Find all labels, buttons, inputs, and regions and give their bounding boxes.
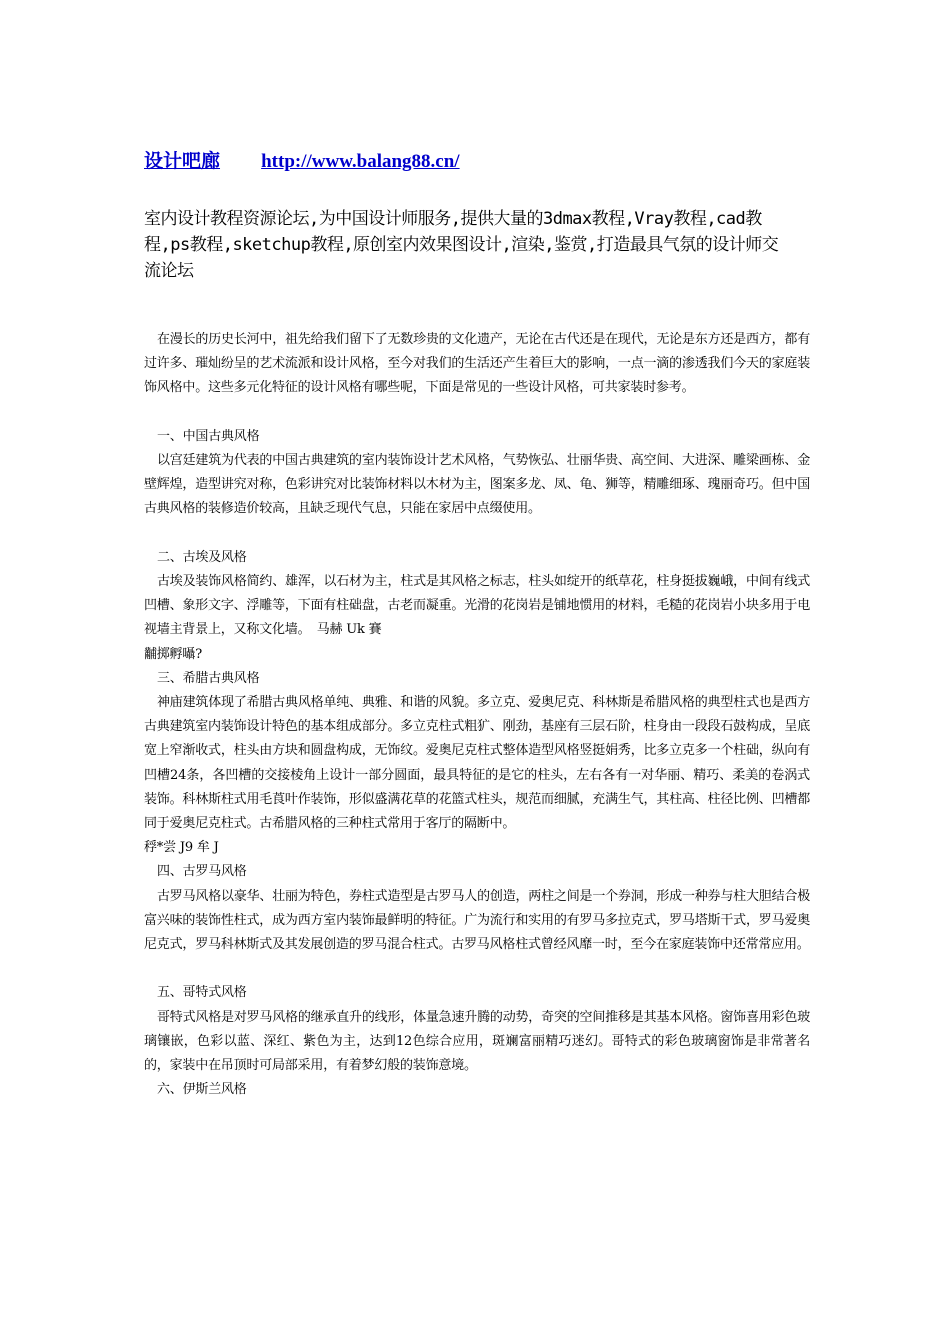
section-heading-4: 四、古罗马风格 bbox=[157, 864, 247, 880]
intro-paragraph: 室内设计教程资源论坛,为中国设计师服务,提供大量的3dmax教程,Vray教程,cad教程,ps教程,sketchup教程,原创室内效果图设计,渲染,鉴赏,打造最具气氛的设计师交流论坛 bbox=[144, 209, 779, 281]
section-body-4: 古罗马风格以豪华、壮丽为特色，券柱式造型是古罗马人的创造，两柱之间是一个券洞，形成一种券与柱大胆结合极富兴味的装饰性柱式，成为西方室内装饰最鲜明的特征。广为流行和实用的有罗马多拉克式，罗马塔斯干式，罗马爱奥尼克式，罗马科林斯式及其发展创造的罗马混合柱式。古罗马风格柱式曾经风靡一时，至今在家庭装饰中还常常应用。 bbox=[144, 888, 810, 953]
section-body-1: 以宫廷建筑为代表的中国古典建筑的室内装饰设计艺术风格，气势恢弘、壮丽华贵、高空间、大进深、雕梁画栋、金壁辉煌，造型讲究对称，色彩讲究对比装饰材料以木材为主，图案多龙、凤、龟、狮等，精雕细琢、瑰丽奇巧。但中国古典风格的装修造价较高，且缺乏现代气息，只能在家居中点缀使用。 bbox=[144, 453, 810, 517]
section-heading-5: 五、哥特式风格 bbox=[157, 985, 247, 1001]
section-body-3: 神庙建筑体现了希腊古典风格单纯、典雅、和谐的风貌。多立克、爱奥尼克、科林斯是希腊风格的典型柱式也是西方古典建筑室内装饰设计特色的基本组成部分。多立克柱式粗犷、刚劲，基座有三层石阶，柱身由一段段石鼓构成，呈底宽上窄渐收式，柱头由方块和圆盘构成，无饰纹。爱奥尼克柱式整体造型风格竖挺娟秀，比多立克多一个柱础，纵向有凹槽24条，各凹槽的交接棱角上设计一部分圆面，最具特征的是它的柱头，左右各有一对华丽、精巧、柔美的卷涡式装饰。科林斯柱式用毛莨叶作装饰，形似盛满花草的花篮式柱头，规范而细腻，充满生气，其柱高、柱径比例、凹槽都同于爱奥尼克柱式。古希腊风格的三种柱式常用于客厅的隔断中。 bbox=[144, 695, 810, 832]
section-heading-2: 二、古埃及风格 bbox=[157, 549, 247, 565]
section-body-2: 古埃及装饰风格简约、雄浑，以石材为主，柱式是其风格之标志，柱头如绽开的纸草花，柱身挺拔巍峨，中间有线式凹槽、象形文字、浮雕等，下面有柱础盘，古老而凝重。光滑的花岗岩是铺地惯用的材料，毛糙的花岗岩小块多用于电视墙主背景上，又称文化墙。 马赫 Uk 賽 bbox=[144, 574, 810, 638]
section-heading-1: 一、中国古典风格 bbox=[157, 428, 260, 444]
section-body-5: 哥特式风格是对罗马风格的继承直升的线形，体量急速升腾的动势，奇突的空间推移是其基本风格。窗饰喜用彩色玻璃镶嵌，色彩以蓝、深红、紫色为主，达到12色综合应用，斑斓富丽精巧迷幻。哥特式的彩色玻璃窗饰是非常著名的，家装中在吊顶时可局部采用，有着梦幻般的装饰意境。 bbox=[144, 1009, 810, 1074]
garbled-text-1: 黼掷孵囁? bbox=[144, 646, 202, 662]
opening-paragraph: 在漫长的历史长河中，祖先给我们留下了无数珍贵的文化遗产，无论在古代还是在现代，无论是东方还是西方，都有过许多、璀灿纷呈的艺术流派和设计风格，至今对我们的生活还产生着巨大的影响，一点一滴的渗透我们今天的家庭装饰风格中。这些多元化特征的设计风格有哪些呢，下面是常见的一些设计风格，可共家装时参考。 bbox=[144, 332, 810, 396]
site-name-link[interactable]: 设计吧廊 bbox=[144, 151, 221, 172]
garbled-text-2: 稃*尝 J9 牟 J bbox=[144, 840, 219, 856]
site-header bbox=[144, 146, 460, 173]
section-heading-3: 三、希腊古典风格 bbox=[157, 670, 260, 686]
site-url-link[interactable]: http://www.balang88.cn/ bbox=[261, 151, 460, 172]
section-heading-6: 六、伊斯兰风格 bbox=[157, 1082, 247, 1098]
article-body bbox=[144, 328, 810, 1102]
